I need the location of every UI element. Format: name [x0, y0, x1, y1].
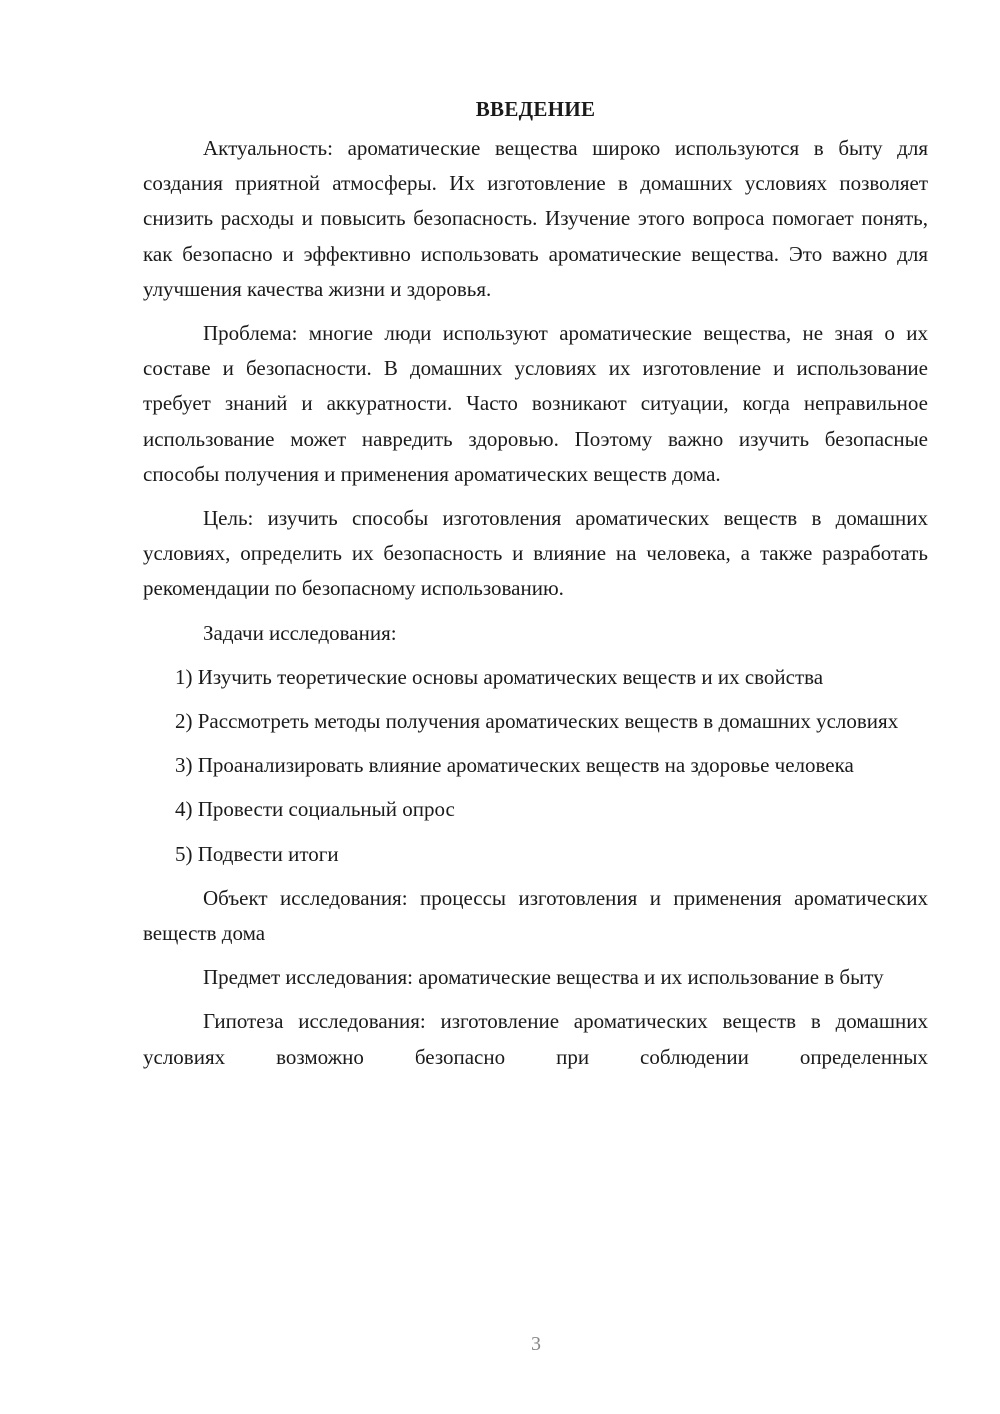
task-item-2: 2) Рассмотреть методы получения ароматических веществ в домашних условиях: [175, 709, 899, 734]
paragraph-tasks-heading: Задачи исследования:: [203, 620, 397, 645]
paragraph-problem: Проблема: многие люди используют ароматические вещества, не зная о их составе и безопасности. В домашних условиях их изготовление и использование требует знаний и аккуратности. Часто возникают ситуации, когда неправильное использование может навредить здоровью. Поэтому важно изучить безопасные способы получения и применения ароматических веществ дома.: [143, 321, 928, 486]
paragraph-object: Объект исследования: процессы изготовления и применения ароматических веществ дома: [143, 885, 928, 946]
paragraph-relevance: Актуальность: ароматические вещества широко используются в быту для создания приятной атмосферы. Их изготовление в домашних условиях позволяет снизить расходы и повысить безопасность. Изучение этого вопроса помогает понять, как безопасно и эффективно использовать ароматические вещества. Это важно для улучшения качества жизни и здоровья.: [143, 136, 928, 301]
page-number: 3: [531, 1333, 541, 1355]
section-title: ВВЕДЕНИЕ: [475, 97, 596, 121]
task-item-4: 4) Провести социальный опрос: [175, 797, 455, 822]
document-page: [143, 92, 928, 1084]
task-item-5: 5) Подвести итоги: [175, 841, 339, 866]
paragraph-hypothesis: Гипотеза исследования: изготовление ароматических веществ в домашних условиях возможно безопасно при соблюдении определенных: [143, 1009, 928, 1069]
task-item-1: 1) Изучить теоретические основы ароматических веществ и их свойства: [175, 664, 824, 689]
paragraph-goal: Цель: изучить способы изготовления ароматических веществ в домашних условиях, определить их безопасность и влияние на человека, а также разработать рекомендации по безопасному использованию.: [143, 506, 928, 601]
paragraph-subject: Предмет исследования: ароматические вещества и их использование в быту: [203, 965, 884, 990]
task-item-3: 3) Проанализировать влияние ароматических веществ на здоровье человека: [175, 753, 854, 778]
